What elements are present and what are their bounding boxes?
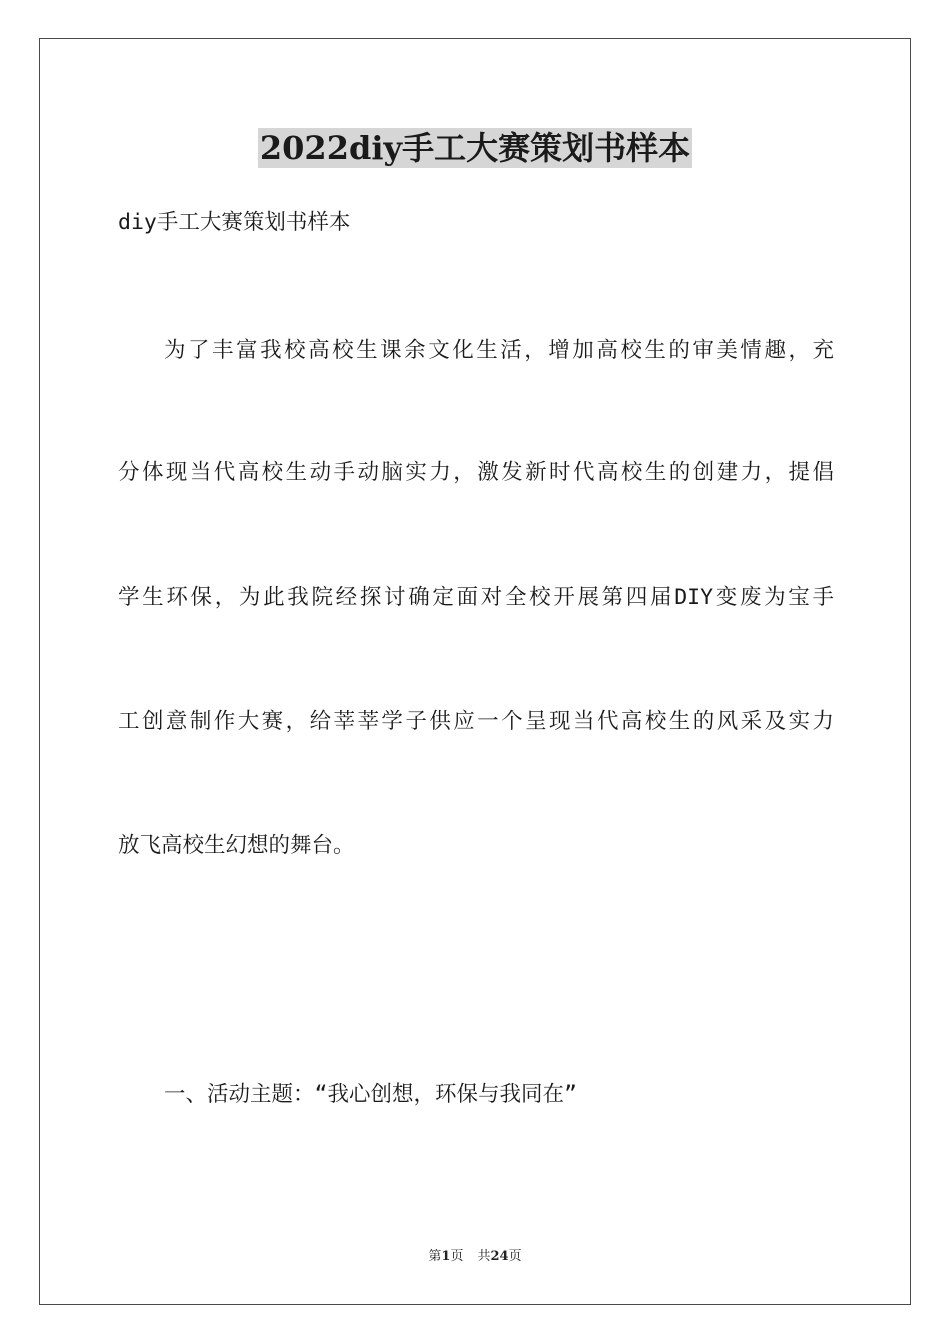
paragraph-line-2: 分体现当代高校生动手动脑实力，激发新时代高校生的创建力，提倡 (118, 460, 834, 485)
document-title: 2022diy手工大赛策划书样本 (259, 129, 691, 167)
title-container (0, 128, 950, 168)
section-heading: 一、活动主题：“我心创想，环保与我同在” (164, 1082, 577, 1107)
footer-page-number: 1 (441, 1249, 451, 1264)
paragraph-line-4: 工创意制作大赛，给莘莘学子供应一个呈现当代高校生的风采及实力 (118, 709, 834, 734)
paragraph-line-1: 为了丰富我校高校生课余文化生活，增加高校生的审美情趣，充 (164, 338, 834, 363)
footer-page-prefix: 第 (428, 1249, 442, 1264)
footer-page-suffix: 页 (450, 1249, 464, 1264)
footer-total-suffix: 页 (508, 1249, 522, 1264)
document-subtitle: diy手工大赛策划书样本 (118, 210, 351, 235)
page-footer (0, 1248, 950, 1266)
footer-total-pages: 24 (490, 1249, 509, 1264)
paragraph-line-3: 学生环保，为此我院经探讨确定面对全校开展第四届DIY变废为宝手 (118, 585, 834, 610)
footer-total-prefix: 共 (477, 1249, 491, 1264)
paragraph-line-5: 放飞高校生幻想的舞台。 (118, 833, 355, 858)
